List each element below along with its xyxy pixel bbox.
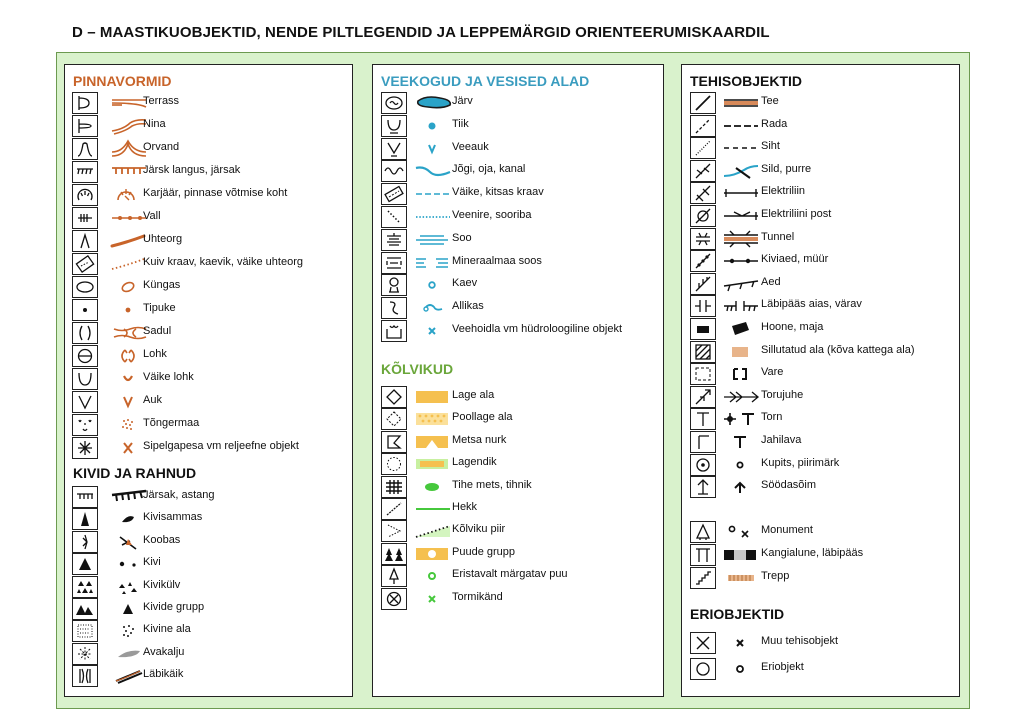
open-land-icon [381, 386, 407, 408]
legend-label: Muu tehisobjekt [761, 635, 839, 647]
map-symbol-open-land [412, 386, 456, 408]
map-symbol-tower [720, 408, 764, 430]
map-symbol-lake [412, 92, 456, 114]
legend-label: Tipuke [143, 302, 176, 314]
legend-label: Kõlviku piir [452, 523, 506, 535]
legend-row [381, 183, 652, 205]
legend-row [72, 531, 343, 553]
copse-icon [381, 543, 407, 565]
hedge-icon [381, 498, 407, 520]
boulder-cluster-icon [72, 598, 98, 620]
heading-veekogud: VEEKOGUD JA VESISED ALAD [381, 73, 590, 89]
paved-area-icon [690, 341, 716, 363]
map-symbol-well [412, 274, 456, 296]
earth-bank-icon [72, 161, 98, 183]
stairway-icon [690, 567, 716, 589]
heading-pinnavormid: PINNAVORMID [73, 73, 172, 89]
heading-kolvikud: KÕLVIKUD [381, 361, 454, 377]
legend-row [72, 253, 343, 275]
legend-label: Kivide grupp [143, 601, 205, 613]
legend-label: Kangialune, läbipääs [761, 547, 864, 559]
map-symbol-power-line [720, 182, 764, 204]
small-gully-icon [72, 253, 98, 275]
legend-label: Tormikänd [452, 591, 503, 603]
legend-row [72, 207, 343, 229]
legend-row [690, 273, 961, 295]
stony-ground-icon [72, 620, 98, 642]
earth-wall-icon [72, 207, 98, 229]
legend-row [72, 322, 343, 344]
map-symbol-special-water-feature [412, 320, 456, 342]
legend-row [690, 92, 961, 114]
legend-label: Avakalju [143, 646, 185, 658]
legend-row [690, 160, 961, 182]
quarry-icon [72, 184, 98, 206]
legend-label: Väike, kitsas kraav [452, 186, 544, 198]
thicket-icon [381, 476, 407, 498]
legend-row [72, 92, 343, 114]
legend-label: Puude grupp [452, 546, 515, 558]
legend-row [690, 137, 961, 159]
power-pylon-icon [690, 205, 716, 227]
legend-label: Koobas [143, 534, 181, 546]
map-symbol-copse [412, 543, 456, 565]
legend-row [381, 92, 652, 114]
legend-label: Lage ala [452, 389, 495, 401]
legend-row [381, 543, 652, 565]
legend-label: Kivikülv [143, 579, 181, 591]
shooting-platform-icon [690, 431, 716, 453]
map-symbol-thicket [412, 476, 456, 498]
forest-corner-icon [381, 431, 407, 453]
legend-label: Jahilava [761, 434, 802, 446]
legend-row [72, 184, 343, 206]
legend-row [690, 341, 961, 363]
map-symbol-monument [720, 521, 764, 543]
map-symbol-tunnel [720, 228, 764, 250]
legend-label: Küngas [143, 279, 181, 291]
legend-label: Soo [452, 232, 472, 244]
legend-label: Sipelgapesa vm reljeefne objekt [143, 440, 299, 452]
legend-label: Sild, purre [761, 163, 812, 175]
legend-row [690, 386, 961, 408]
legend-label: Läbipääs aias, värav [761, 298, 862, 310]
map-symbol-paved-area [720, 341, 764, 363]
legend-row [381, 498, 652, 520]
fence-icon [690, 273, 716, 295]
legend-label: Eristavalt märgatav puu [452, 568, 568, 580]
page-title: D – MAASTIKUOBJEKTID, NENDE PILTLEGENDID JA LEPPEMÄRGID ORIENTEERUMISKAARDIL [72, 24, 770, 41]
legend-row [381, 565, 652, 587]
legend-label: Kuiv kraav, kaevik, väike uhteorg [143, 256, 303, 268]
legend-row [72, 161, 343, 183]
legend-label: Tõngermaa [143, 417, 200, 429]
legend-label: Vare [761, 366, 784, 378]
boulder-icon [72, 553, 98, 575]
map-symbol-path [720, 115, 764, 137]
legend-row [381, 320, 652, 342]
legend-label: Veenire, sooriba [452, 209, 532, 221]
map-symbol-forest-corner [412, 431, 456, 453]
legend-row [381, 206, 652, 228]
broken-ground-icon [72, 414, 98, 436]
map-symbol-semi-open-land [412, 408, 456, 430]
depression-icon [72, 345, 98, 367]
saddle-icon [72, 322, 98, 344]
small-knoll-icon [72, 299, 98, 321]
legend-row [381, 252, 652, 274]
legend-row [690, 318, 961, 340]
legend-row [381, 386, 652, 408]
legend-row [690, 295, 961, 317]
legend-row [72, 553, 343, 575]
knoll-icon [72, 276, 98, 298]
legend-row [72, 138, 343, 160]
boulder-field-icon [72, 576, 98, 598]
legend-row [381, 160, 652, 182]
tunnel-icon [690, 228, 716, 250]
legend-row [690, 521, 961, 543]
map-symbol-stone-wall [720, 250, 764, 272]
rock-pillar-icon [72, 508, 98, 530]
erosion-gully-icon [72, 230, 98, 252]
legend-row [72, 486, 343, 508]
legend-row [690, 658, 961, 680]
legend-label: Mineraalmaa soos [452, 255, 542, 267]
legend-row [381, 138, 652, 160]
marsh-icon [381, 229, 407, 251]
legend-row [72, 620, 343, 642]
tower-icon [690, 408, 716, 430]
legend-label: Elektriliin [761, 185, 806, 197]
legend-row [72, 368, 343, 390]
fodder-rack-icon [690, 476, 716, 498]
legend-label: Torujuhe [761, 389, 804, 401]
legend-row [72, 414, 343, 436]
clearing-icon [381, 453, 407, 475]
waterhole-icon [381, 138, 407, 160]
legend-row [690, 182, 961, 204]
legend-label: Orvand [143, 141, 180, 153]
legend-row [690, 431, 961, 453]
map-symbol-ditch [412, 183, 456, 205]
monument-icon [690, 521, 716, 543]
legend-label: Trepp [761, 570, 790, 582]
map-symbol-ride [720, 137, 764, 159]
cave-icon [72, 531, 98, 553]
semi-open-land-icon [381, 408, 407, 430]
legend-row [690, 205, 961, 227]
legend-label: Rada [761, 118, 788, 130]
legend-row [690, 228, 961, 250]
legend-label: Tihe mets, tihnik [452, 479, 532, 491]
legend-label: Uhteorg [143, 233, 183, 245]
map-symbol-firm-ground-marsh [412, 252, 456, 274]
special-manmade-icon [690, 632, 716, 654]
legend-row [381, 297, 652, 319]
legend-label: Auk [143, 394, 162, 406]
small-depression-icon [72, 368, 98, 390]
lake-icon [381, 92, 407, 114]
root-stock-icon [381, 588, 407, 610]
legend-row [72, 299, 343, 321]
re-entrant-icon [72, 138, 98, 160]
legend-label: Metsa nurk [452, 434, 507, 446]
legend-label: Jõgi, oja, kanal [452, 163, 526, 175]
legend-row [690, 632, 961, 654]
legend-row [72, 508, 343, 530]
path-icon [690, 115, 716, 137]
heading-tehisobjektid: TEHISOBJEKTID [690, 73, 803, 89]
ditch-icon [381, 183, 407, 205]
legend-row [72, 643, 343, 665]
legend-label: Siht [761, 140, 780, 152]
legend-label: Veehoidla vm hüdroloogiline objekt [452, 323, 623, 335]
map-symbol-boundary-stone [720, 454, 764, 476]
legend-row [72, 115, 343, 137]
legend-label: Aed [761, 276, 781, 288]
legend-row [381, 453, 652, 475]
legend-label: Kivi [143, 556, 161, 568]
legend-label: Eriobjekt [761, 661, 804, 673]
map-symbol-stairway [720, 567, 764, 589]
legend-row [690, 544, 961, 566]
covered-passage-icon [690, 544, 716, 566]
legend-label: Nina [143, 118, 166, 130]
legend-row [72, 230, 343, 252]
legend-label: Veeauk [452, 141, 489, 153]
legend-label: Kaev [452, 277, 478, 289]
map-symbol-root-stock [412, 588, 456, 610]
legend-row [72, 598, 343, 620]
ruin-icon [690, 363, 716, 385]
heading-kivid: KIVID JA RAHNUD [73, 465, 197, 481]
legend-row [72, 576, 343, 598]
legend-row [381, 588, 652, 610]
legend-row [690, 363, 961, 385]
map-symbol-spring [412, 297, 456, 319]
legend-label: Elektriliini post [761, 208, 832, 220]
pipeline-icon [690, 386, 716, 408]
legend-row [72, 665, 343, 687]
spur-icon [72, 115, 98, 137]
legend-label: Sadul [143, 325, 172, 337]
legend-row [381, 274, 652, 296]
bare-rock-icon [72, 643, 98, 665]
stone-wall-icon [690, 250, 716, 272]
legend-label: Hoone, maja [761, 321, 824, 333]
map-symbol-fence [720, 273, 764, 295]
legend-row [72, 276, 343, 298]
legend-row [690, 476, 961, 498]
legend-row [381, 115, 652, 137]
map-symbol-waterhole [412, 138, 456, 160]
map-symbol-river [412, 160, 456, 182]
heading-eriobjektid: ERIOBJEKTID [690, 606, 785, 622]
map-symbol-crossing-point [720, 295, 764, 317]
legend-label: Kivisammas [143, 511, 203, 523]
legend-label: Tee [761, 95, 779, 107]
well-icon [381, 274, 407, 296]
map-symbol-distinct-tree [412, 565, 456, 587]
legend-label: Allikas [452, 300, 484, 312]
legend-row [381, 476, 652, 498]
power-line-icon [690, 182, 716, 204]
map-symbol-narrow-marsh [412, 206, 456, 228]
narrow-passage-icon [72, 665, 98, 687]
legend-label: Söödasõim [761, 479, 817, 491]
map-symbol-shooting-platform [720, 431, 764, 453]
map-symbol-special-manmade [720, 632, 764, 654]
legend-label: Läbikäik [143, 668, 184, 680]
vegetation-boundary-icon [381, 520, 407, 542]
legend-label: Vall [143, 210, 161, 222]
legend-row [690, 250, 961, 272]
road-icon [690, 92, 716, 114]
legend-label: Lohk [143, 348, 167, 360]
map-symbol-pond [412, 115, 456, 137]
pit-icon [72, 391, 98, 413]
map-symbol-clearing [412, 453, 456, 475]
legend-row [381, 408, 652, 430]
special-land-feature-icon [72, 437, 98, 459]
map-symbol-building [720, 318, 764, 340]
legend-label: Väike lohk [143, 371, 194, 383]
legend-label: Terrass [143, 95, 180, 107]
legend-label: Kivine ala [143, 623, 191, 635]
bridge-icon [690, 160, 716, 182]
legend-row [72, 437, 343, 459]
legend-row [690, 454, 961, 476]
legend-label: Lagendik [452, 456, 497, 468]
distinct-tree-icon [381, 565, 407, 587]
map-symbol-road [720, 92, 764, 114]
map-symbol-special-item [720, 658, 764, 680]
special-item-icon [690, 658, 716, 680]
legend-row [690, 408, 961, 430]
map-symbol-vegetation-boundary [412, 520, 456, 542]
legend-label: Sillutatud ala (kõva kattega ala) [761, 344, 915, 356]
legend-label: Järsak, astang [143, 489, 215, 501]
map-symbol-covered-passage [720, 544, 764, 566]
legend-row [381, 431, 652, 453]
legend-label: Hekk [452, 501, 478, 513]
legend-row [381, 520, 652, 542]
legend-label: Karjäär, pinnase võtmise koht [143, 187, 288, 199]
map-symbol-hedge [412, 498, 456, 520]
map-symbol-fodder-rack [720, 476, 764, 498]
pond-icon [381, 115, 407, 137]
legend-label: Kiviaed, müür [761, 253, 829, 265]
terrace-icon [72, 92, 98, 114]
legend-label: Tunnel [761, 231, 795, 243]
legend-label: Tiik [452, 118, 469, 130]
map-symbol-bridge [720, 160, 764, 182]
legend-row [690, 115, 961, 137]
legend-label: Monument [761, 524, 813, 536]
legend-label: Kupits, piirimärk [761, 457, 840, 469]
legend-label: Järsk langus, järsak [143, 164, 241, 176]
legend-row [72, 345, 343, 367]
river-icon [381, 160, 407, 182]
legend-label: Järv [452, 95, 473, 107]
map-symbol-power-pylon [720, 205, 764, 227]
narrow-marsh-icon [381, 206, 407, 228]
legend-row [381, 229, 652, 251]
cliff-icon [72, 486, 98, 508]
crossing-point-icon [690, 295, 716, 317]
spring-icon [381, 297, 407, 319]
map-symbol-marsh [412, 229, 456, 251]
building-icon [690, 318, 716, 340]
map-symbol-pipeline [720, 386, 764, 408]
map-symbol-ruin [720, 363, 764, 385]
boundary-stone-icon [690, 454, 716, 476]
legend-label: Poollage ala [452, 411, 513, 423]
special-water-feature-icon [381, 320, 407, 342]
legend-label: Torn [761, 411, 783, 423]
firm-ground-marsh-icon [381, 252, 407, 274]
legend-row [690, 567, 961, 589]
legend-row [72, 391, 343, 413]
ride-icon [690, 137, 716, 159]
